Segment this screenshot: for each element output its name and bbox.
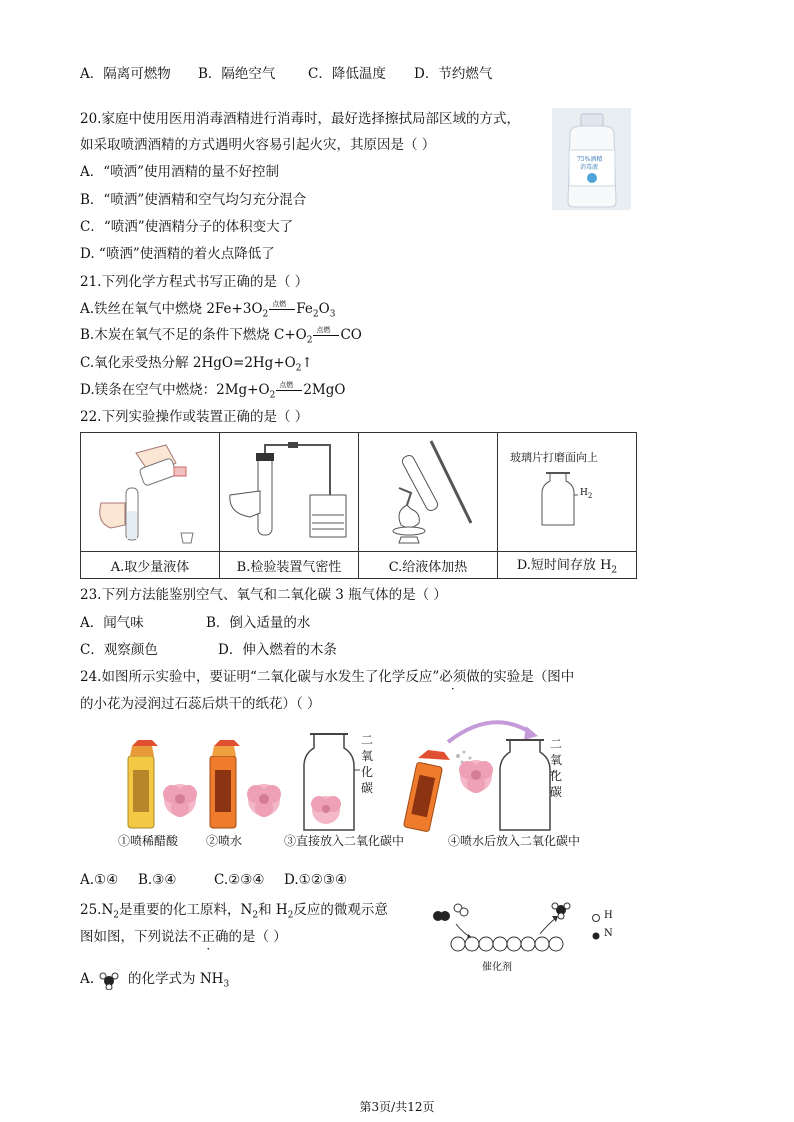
reaction-arrow: 点燃 [269, 309, 295, 310]
q22-stem: 22.下列实验操作或装置正确的是（ ） [80, 409, 309, 425]
reaction-arrow: 点燃 [313, 335, 339, 336]
q21-option-c: C.氧化汞受热分解 $2HgO=2Hg+O_2↑$ [80, 355, 313, 374]
q23-option-b: B．倒入适量的水 [206, 615, 311, 631]
q19-options [80, 62, 492, 82]
q19-option-c: C．降低温度 [308, 66, 386, 82]
caption-d: D.短时间存放 $H_2$ [498, 552, 637, 579]
cell-air-tightness [220, 433, 359, 552]
cell-pour-liquid [81, 433, 220, 552]
catalyst-label: 催化剂 [482, 962, 512, 973]
q24-label-3: ③直接放入二氧化碳中 [284, 834, 405, 848]
q24-options [80, 872, 347, 888]
nh3-molecule-icon [94, 970, 128, 990]
q19-option-d: D．节约燃气 [414, 66, 493, 82]
cell-store-h2 [498, 433, 637, 552]
q23-option-c: C．观察颜色 [80, 642, 158, 658]
q24-option-b: B.③④ [138, 872, 177, 888]
co2-label-jar4: 二 氧 化 碳 [550, 737, 563, 799]
q23-option-d: D．伸入燃着的木条 [218, 642, 337, 658]
bottle-label-2: 消毒液 [580, 164, 599, 171]
q23-options-row2 [80, 638, 337, 658]
h2-label: $H_2$ [580, 488, 593, 500]
reaction-arrow: 点燃 [276, 390, 302, 391]
q24-stem-line1: 24.如图所示实验中，要证明“二氧化碳与水发生了化学反应”必须做的实验是（图中 [80, 669, 575, 685]
q20-option-d: D. “喷洒”使酒精的着火点降低了 [80, 246, 275, 262]
q25-stem-line1: $25.N_2$是重要的化工原料，$N_2$和 $H_2$反应的微观示意 [80, 902, 388, 921]
q25-option-a: A. 的化学式为 $NH_3$ [80, 971, 230, 990]
q23-options-row1 [80, 611, 310, 631]
q24-experiment-figure [118, 712, 598, 852]
q20-option-b: B．“喷洒”使酒精和空气均匀充分混合 [80, 192, 307, 208]
bottle-label-1: 75%酒精 [577, 156, 603, 163]
catalyst-reaction-svg [428, 898, 628, 958]
legend-h-label: H [604, 910, 613, 921]
caption-c: C.给液体加热 [359, 552, 498, 579]
q21-option-b: B.木炭在氧气不足的条件下燃烧 $C+O_2$ 点燃 CO [80, 326, 362, 346]
heat-liquid-illustration [359, 433, 497, 551]
q20-stem-line2: 如采取喷洒酒精的方式遇明火容易引起火灾，其原因是（ ） [80, 137, 436, 153]
q24-label-1: ①喷稀醋酸 [118, 834, 179, 848]
q21-option-d: D.镁条在空气中燃烧：$2Mg+O_2$ 点燃 2MgO [80, 381, 346, 401]
q24-option-c: C.②③④ [214, 872, 265, 888]
co2-label-jar3: 二 氧 化 碳 [361, 733, 374, 795]
caption-b: B.检验装置气密性 [220, 552, 359, 579]
q24-label-4: ④喷水后放入二氧化碳中 [448, 834, 581, 848]
q25-stem-line2: 图如图，下列说法不正确的是（ ） [80, 929, 287, 945]
q20-option-c: C．“喷洒”使酒精分子的体积变大了 [80, 219, 294, 235]
q24-option-a: A.①④ [80, 872, 119, 888]
q25-micro-diagram [428, 898, 628, 973]
q20-option-a: A．“喷洒”使用酒精的量不好控制 [80, 164, 280, 180]
caption-a: A.取少量液体 [81, 552, 220, 579]
alcohol-bottle-image [552, 108, 631, 210]
q22-experiment-table [80, 432, 637, 579]
page-footer: 第3页/共12页 [359, 1100, 435, 1114]
q20-stem-line1: 20.家庭中使用医用消毒酒精进行消毒时，最好选择擦拭局部区域的方式， [80, 111, 520, 127]
q21-stem: 21.下列化学方程式书写正确的是（ ） [80, 274, 309, 290]
pour-liquid-illustration [81, 433, 219, 551]
q24-label-2: ②喷水 [206, 834, 243, 848]
q21-option-a: A.铁丝在氧气中燃烧 $2Fe+3O_2$ 点燃 $Fe_2O_3$ [80, 300, 336, 320]
air-tightness-illustration [220, 433, 358, 551]
q19-option-a: A．隔离可燃物 [80, 66, 171, 82]
glass-plate-label: 玻璃片打磨面向上 [510, 451, 598, 464]
q23-stem: 23.下列方法能鉴别空气、氧气和二氧化碳 3 瓶气体的是（ ） [80, 587, 447, 603]
legend-n-label: N [604, 928, 613, 939]
q19-option-b: B．隔绝空气 [198, 66, 276, 82]
q24-stem-line2: 的小花为浸润过石蕊后烘干的纸花）（ ） [80, 696, 321, 712]
q23-option-a: A．闻气味 [80, 615, 144, 631]
cell-heat-liquid [359, 433, 498, 552]
q24-option-d: D.①②③④ [284, 872, 348, 888]
q24-figure-svg [118, 712, 598, 852]
